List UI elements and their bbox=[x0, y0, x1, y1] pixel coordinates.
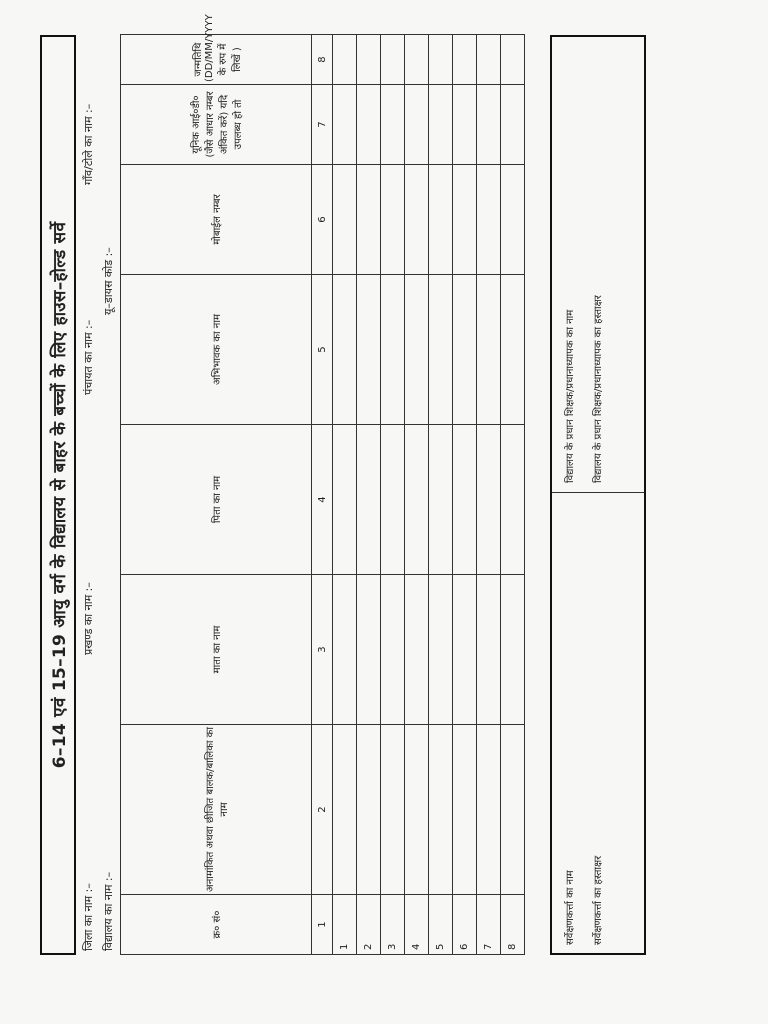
cell-father-name[interactable] bbox=[381, 425, 405, 575]
cell-mother-name[interactable] bbox=[429, 575, 453, 725]
cell-mother-name[interactable] bbox=[357, 575, 381, 725]
col-number: 1 bbox=[312, 895, 333, 955]
cell-dob[interactable] bbox=[381, 35, 405, 85]
signature-box bbox=[550, 35, 646, 955]
surveyor-sign-label: सर्वेक्षणकर्त्ता का हस्ताक्षर bbox=[593, 855, 604, 945]
school-label: विद्यालय का नाम :– bbox=[102, 871, 115, 951]
col-header-dob: जन्मतिथि (DD/MM/YYYY के रुप में लिखें ) bbox=[121, 35, 312, 85]
column-number-row bbox=[312, 35, 333, 955]
table-row bbox=[501, 35, 525, 955]
cell-child-name[interactable] bbox=[501, 725, 525, 895]
cell-child-name[interactable] bbox=[477, 725, 501, 895]
cell-unique-id[interactable] bbox=[381, 85, 405, 165]
survey-form-page bbox=[40, 14, 650, 955]
cell-unique-id[interactable] bbox=[429, 85, 453, 165]
hm-name-label: विद्यालय के प्रधान शिक्षक/प्रधानाध्यापक का नाम bbox=[565, 309, 576, 483]
row-serial: 7 bbox=[477, 895, 501, 955]
cell-dob[interactable] bbox=[453, 35, 477, 85]
cell-unique-id[interactable] bbox=[477, 85, 501, 165]
col-header-serial: क्र० सं० bbox=[121, 895, 312, 955]
table-row bbox=[405, 35, 429, 955]
cell-guardian-name[interactable] bbox=[429, 275, 453, 425]
cell-dob[interactable] bbox=[357, 35, 381, 85]
cell-guardian-name[interactable] bbox=[405, 275, 429, 425]
cell-mother-name[interactable] bbox=[453, 575, 477, 725]
cell-guardian-name[interactable] bbox=[453, 275, 477, 425]
cell-unique-id[interactable] bbox=[405, 85, 429, 165]
table-row bbox=[477, 35, 501, 955]
cell-dob[interactable] bbox=[429, 35, 453, 85]
col-number: 5 bbox=[312, 275, 333, 425]
row-serial: 2 bbox=[357, 895, 381, 955]
row-serial: 6 bbox=[453, 895, 477, 955]
signature-divider bbox=[552, 492, 644, 493]
table-row bbox=[381, 35, 405, 955]
row-serial: 4 bbox=[405, 895, 429, 955]
panchayat-label: पंचायत का नाम :– bbox=[82, 319, 95, 395]
cell-father-name[interactable] bbox=[405, 425, 429, 575]
table-header-row bbox=[121, 35, 312, 955]
cell-mother-name[interactable] bbox=[381, 575, 405, 725]
cell-unique-id[interactable] bbox=[453, 85, 477, 165]
col-header-unique-id: यूनिक आई०डी० (जैसे आधार नम्बर अंकित करें) यदि उपलब्ध हो तो bbox=[121, 85, 312, 165]
cell-mobile[interactable] bbox=[333, 165, 357, 275]
col-header-father-name: पिता का नाम bbox=[121, 425, 312, 575]
table-row bbox=[429, 35, 453, 955]
row-serial: 8 bbox=[501, 895, 525, 955]
cell-mother-name[interactable] bbox=[501, 575, 525, 725]
block-label: प्रखण्ड का नाम :– bbox=[82, 582, 95, 655]
row-serial: 5 bbox=[429, 895, 453, 955]
surveyor-name-label: सर्वेक्षणकर्त्ता का नाम bbox=[565, 870, 576, 945]
col-number: 8 bbox=[312, 35, 333, 85]
cell-child-name[interactable] bbox=[357, 725, 381, 895]
cell-father-name[interactable] bbox=[429, 425, 453, 575]
survey-table bbox=[120, 14, 525, 955]
col-header-mother-name: माता का नाम bbox=[121, 575, 312, 725]
cell-dob[interactable] bbox=[405, 35, 429, 85]
cell-father-name[interactable] bbox=[453, 425, 477, 575]
cell-guardian-name[interactable] bbox=[333, 275, 357, 425]
meta-row-1 bbox=[78, 35, 98, 955]
cell-guardian-name[interactable] bbox=[477, 275, 501, 425]
cell-child-name[interactable] bbox=[381, 725, 405, 895]
cell-mobile[interactable] bbox=[357, 165, 381, 275]
cell-father-name[interactable] bbox=[501, 425, 525, 575]
cell-mother-name[interactable] bbox=[477, 575, 501, 725]
cell-mobile[interactable] bbox=[381, 165, 405, 275]
col-number: 2 bbox=[312, 725, 333, 895]
cell-mobile[interactable] bbox=[501, 165, 525, 275]
col-number: 4 bbox=[312, 425, 333, 575]
cell-mobile[interactable] bbox=[405, 165, 429, 275]
cell-guardian-name[interactable] bbox=[381, 275, 405, 425]
cell-child-name[interactable] bbox=[405, 725, 429, 895]
cell-mobile[interactable] bbox=[453, 165, 477, 275]
cell-guardian-name[interactable] bbox=[357, 275, 381, 425]
cell-dob[interactable] bbox=[501, 35, 525, 85]
cell-mobile[interactable] bbox=[429, 165, 453, 275]
cell-dob[interactable] bbox=[333, 35, 357, 85]
col-header-mobile: मोबाईल नम्बर bbox=[121, 165, 312, 275]
cell-unique-id[interactable] bbox=[357, 85, 381, 165]
cell-father-name[interactable] bbox=[357, 425, 381, 575]
udise-label: यू–डायस कोड :– bbox=[102, 247, 115, 315]
row-serial: 1 bbox=[333, 895, 357, 955]
cell-mother-name[interactable] bbox=[333, 575, 357, 725]
col-header-child-name: अनामांकित अथवा छीजित बालक/बालिका का नाम bbox=[121, 725, 312, 895]
table-row bbox=[357, 35, 381, 955]
meta-row-2 bbox=[98, 35, 118, 955]
district-label: जिला का नाम :– bbox=[82, 883, 95, 951]
table-row bbox=[333, 35, 357, 955]
cell-child-name[interactable] bbox=[453, 725, 477, 895]
cell-mobile[interactable] bbox=[477, 165, 501, 275]
cell-unique-id[interactable] bbox=[501, 85, 525, 165]
col-number: 6 bbox=[312, 165, 333, 275]
cell-unique-id[interactable] bbox=[333, 85, 357, 165]
cell-guardian-name[interactable] bbox=[501, 275, 525, 425]
cell-dob[interactable] bbox=[477, 35, 501, 85]
col-header-guardian-name: अभिभावक का नाम bbox=[121, 275, 312, 425]
row-serial: 3 bbox=[381, 895, 405, 955]
cell-child-name[interactable] bbox=[429, 725, 453, 895]
cell-father-name[interactable] bbox=[333, 425, 357, 575]
cell-mother-name[interactable] bbox=[405, 575, 429, 725]
table-row bbox=[453, 35, 477, 955]
form-title: 6–14 एवं 15–19 आयु वर्ग के विद्यालय से बाहर के बच्चों के लिए हाउस–होल्ड सर्वे bbox=[40, 35, 76, 955]
village-label: गाँव/टोले का नाम :– bbox=[82, 103, 95, 185]
cell-father-name[interactable] bbox=[477, 425, 501, 575]
hm-sign-label: विद्यालय के प्रधान शिक्षक/प्रधानाध्यापक का हस्ताक्षर bbox=[593, 295, 604, 483]
col-number: 3 bbox=[312, 575, 333, 725]
cell-child-name[interactable] bbox=[333, 725, 357, 895]
col-number: 7 bbox=[312, 85, 333, 165]
